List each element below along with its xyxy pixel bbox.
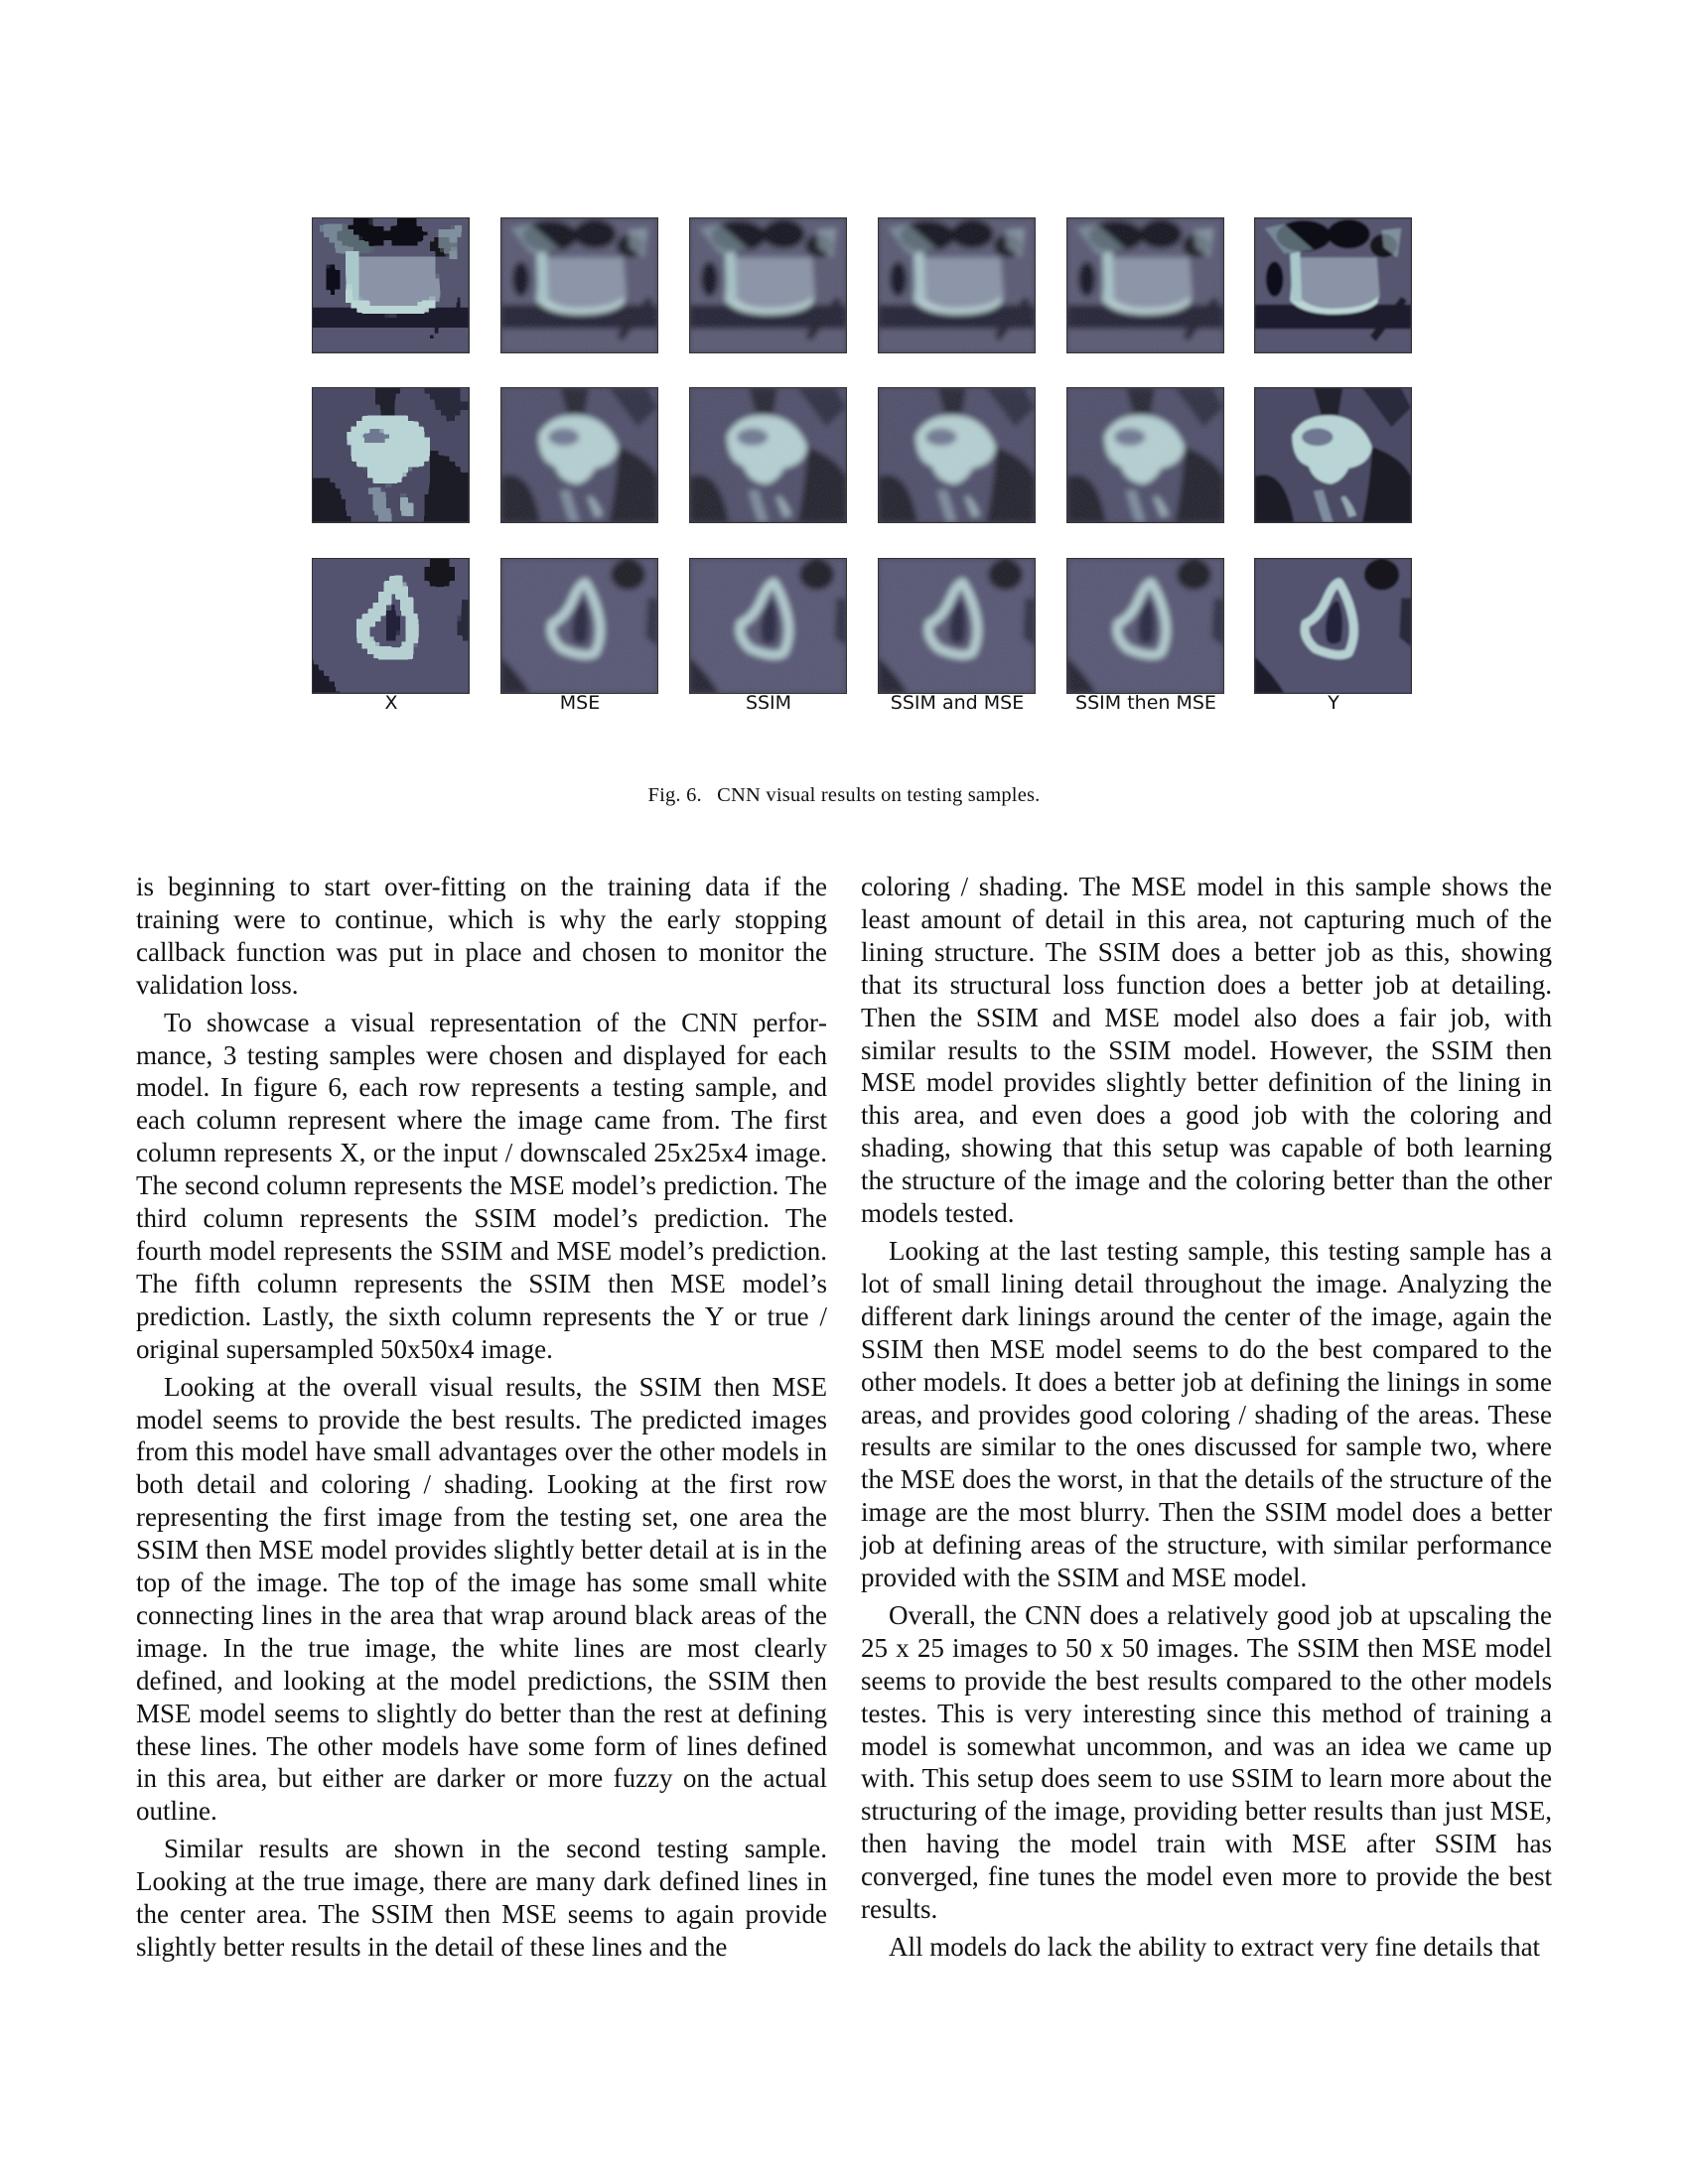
panel-row3-y — [1254, 558, 1412, 694]
panel-row2-x — [312, 387, 470, 523]
column-label-y: Y — [1328, 692, 1339, 714]
figure-6 — [0, 0, 1688, 754]
panel-row1-y — [1254, 217, 1412, 353]
panel-row1-x — [312, 217, 470, 353]
column-label-x: X — [384, 692, 398, 714]
paragraph: coloring / shading. The MSE model in this sample shows the least amount of detail in this area, not capturing much of the lining structure. The SSIM does a better job as this, showing that its structural loss function does a better job at detailing. Then the SSIM and MSE model also does a fair job, with similar results to the SSIM model. However, the SSIM then MSE model provides slightly better definition of the lining in this area, and even does a good job with the coloring and shading, showing that this setup was capable of both learning the structure of the image and the coloring better than the other models tested. — [861, 872, 1552, 1229]
panel-row2-mse — [500, 387, 658, 523]
figure-caption — [0, 784, 1688, 807]
panel-row1-ssim — [689, 217, 847, 353]
paragraph: To showcase a visual representation of the CNN performance, 3 testing samples were chosen and displayed for each model. In figure 6, each row represents a testing sample, and each column represent where the image came from. The first column represents X, or the input / downscaled 25x25x4 image. The second column represents the MSE model’s prediction. The third column represents the SSIM model’s prediction. The fourth model represents the SSIM and MSE model’s prediction. The fifth column represents the SSIM then MSE model’s prediction. Lastly, the sixth column represents the Y or true / original supersampled 50x50x4 image. — [136, 1007, 827, 1364]
panel-row3-x — [312, 558, 470, 694]
column-label-ssim-and-mse: SSIM and MSE — [890, 692, 1025, 714]
column-label-mse: MSE — [559, 692, 601, 714]
panel-row2-ssim-and-mse — [878, 387, 1036, 523]
panel-row2-ssim — [689, 387, 847, 523]
panel-row3-mse — [500, 558, 658, 694]
panel-row3-ssim — [689, 558, 847, 694]
panel-row2-ssim-then-mse — [1066, 387, 1224, 523]
paragraph: Similar results are shown in the second testing sample. Looking at the true image, there are many dark defined lines in the center area. The SSIM then MSE seems to again provide slightly better results in the detail of these lines and the — [136, 1834, 827, 1962]
figure-number: Fig. 6. — [647, 784, 702, 806]
column-label-ssim: SSIM — [745, 692, 792, 714]
panel-row1-ssim-and-mse — [878, 217, 1036, 353]
panel-row1-ssim-then-mse — [1066, 217, 1224, 353]
column-label-ssim-then-mse: SSIM then MSE — [1075, 692, 1216, 714]
figure-caption-text: CNN visual results on testing samples. — [717, 784, 1041, 806]
paragraph: is beginning to start over-fitting on the training data if the training were to continue, which is why the early stopping callback function was put in place and chosen to monitor the validation loss. — [136, 872, 827, 1000]
panel-row2-y — [1254, 387, 1412, 523]
paragraph: Looking at the last testing sample, this testing sample has a lot of small lining detail throughout the image. Analyzing the different dark linings around the center of the image, again the SSIM then MSE model seems to do the best compared to the other models. It does a better job at defining the linings in some areas, and provides good coloring / shading of the areas. These results are similar to the ones discussed for sample two, where the MSE does the worst, in that the details of the structure of the image are the most blurry. Then the SSIM model does a better job at defining areas of the structure, with similar performance provided with the SSIM and MSE model. — [861, 1235, 1552, 1593]
right-text-column — [861, 871, 1552, 1969]
paragraph: Looking at the overall visual results, the SSIM then MSE model seems to provide the best results. The predicted images from this model have small advantages over the other models in both detail and coloring / shading. Looking at the first row representing the first image from the testing set, one area the SSIM then MSE model provides slightly better detail at is in the top of the image. The top of the image has some small white connecting lines in the area that wrap around black areas of the image. In the true image, the white lines are most clearly defined, and looking at the model predictions, the SSIM then MSE model seems to slightly do better than the rest at defining these lines. The other models have some form of lines defined in this area, but either are darker or more fuzzy on the actual outline. — [136, 1371, 827, 1827]
panel-row3-ssim-and-mse — [878, 558, 1036, 694]
panel-row1-mse — [500, 217, 658, 353]
panel-row3-ssim-then-mse — [1066, 558, 1224, 694]
paragraph: All models do lack the ability to extract very fine details that — [889, 1932, 1541, 1962]
left-text-column — [136, 871, 827, 1969]
paragraph: Overall, the CNN does a relatively good job at upscaling the 25 x 25 images to 50 x 50 images. The SSIM then MSE model seems to provide the best results compared to the other models testes. This is very interesting since this method of training a model is somewhat uncommon, and was an idea we came up with. This setup does seem to use SSIM to learn more about the structuring of the image, providing better results than just MSE, then having the model train with MSE after SSIM has converged, fine tunes the model even more to provide the best results. — [861, 1599, 1552, 1925]
